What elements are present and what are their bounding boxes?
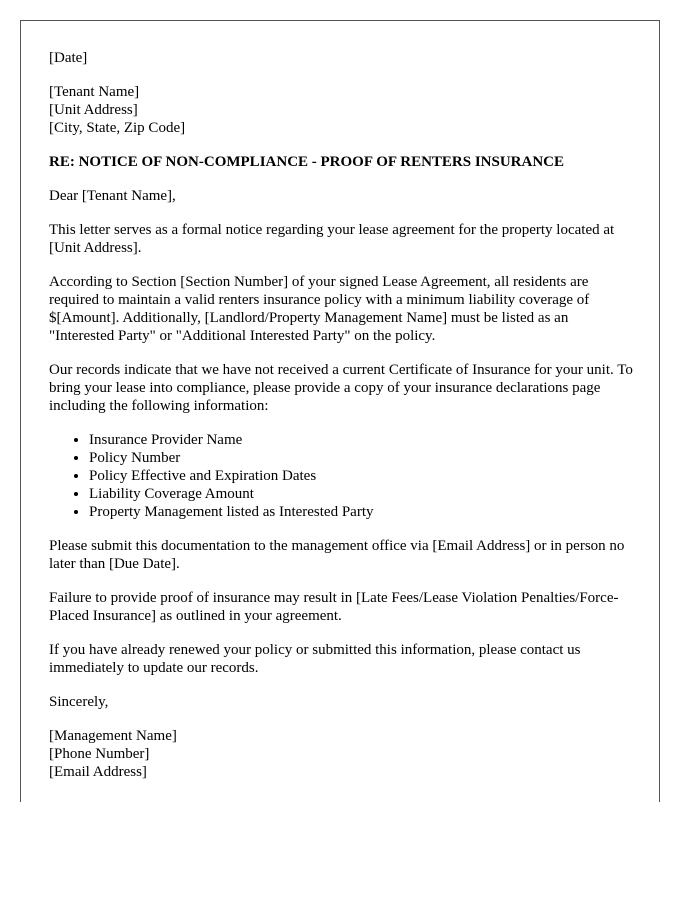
signature-name: [Management Name] <box>49 728 177 744</box>
recipient-unit-address: [Unit Address] <box>49 102 138 118</box>
recipient-name: [Tenant Name] <box>49 84 140 100</box>
signature-email: [Email Address] <box>49 764 147 780</box>
letter-salutation: Dear [Tenant Name], <box>49 188 176 204</box>
letter-signoff: Sincerely, <box>49 694 109 710</box>
recipient-block <box>49 83 633 137</box>
letter-date: [Date] <box>49 50 88 66</box>
closing-paragraph: If you have already renewed your policy or submitted this information, please contact us immediately to update our records. <box>49 642 581 676</box>
body-paragraph: This letter serves as a formal notice regarding your lease agreement for the property located at [Unit Address]. <box>49 222 615 256</box>
list-item: • Liability Coverage Amount <box>89 485 633 503</box>
closing-paragraph: Failure to provide proof of insurance may result in [Late Fees/Lease Violation Penalties/Force-Placed Insurance] as outlined in your agreement. <box>49 590 619 624</box>
list-item: • Policy Effective and Expiration Dates <box>89 467 633 485</box>
letter-content <box>49 49 633 797</box>
list-item: • Property Management listed as Interested Party <box>89 503 633 521</box>
recipient-city-state-zip: [City, State, Zip Code] <box>49 120 186 136</box>
letter-subject: RE: NOTICE OF NON-COMPLIANCE - PROOF OF RENTERS INSURANCE <box>49 154 565 170</box>
body-paragraph: Our records indicate that we have not received a current Certificate of Insurance for your unit. To bring your lease into compliance, please provide a copy of your insurance declarations page including the following information: <box>49 362 633 414</box>
letter-page <box>20 20 660 802</box>
required-items-list <box>49 431 633 521</box>
signature-block <box>49 727 633 781</box>
list-item: • Policy Number <box>89 449 633 467</box>
closing-paragraph: Please submit this documentation to the management office via [Email Address] or in person no later than [Due Date]. <box>49 538 625 572</box>
signature-phone: [Phone Number] <box>49 746 150 762</box>
list-item: • Insurance Provider Name <box>89 431 633 449</box>
body-paragraph: According to Section [Section Number] of your signed Lease Agreement, all residents are required to maintain a valid renters insurance policy with a minimum liability coverage of $[Amount]. Additionally, [Landlord/Property Management Name] must be listed as an "Interested Party" or "Additional Interested Party" on the policy. <box>49 274 590 344</box>
